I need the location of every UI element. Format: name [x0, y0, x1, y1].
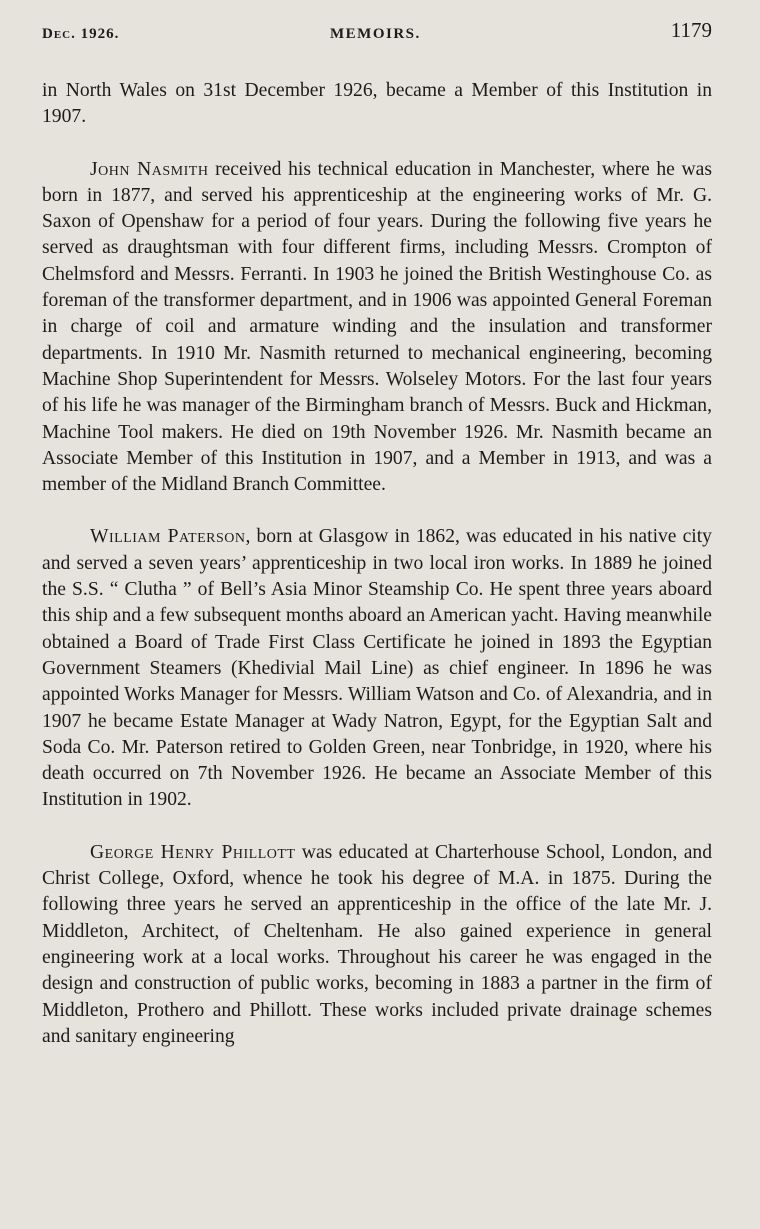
paragraph-text: was educated at Charterhouse School, London, and Christ College, Oxford, whence he took his degree of M.A. in 1875. During the following three years he served an apprenticeship in the office of the late Mr. J. Middleton, Architect, of Cheltenham. He also gained experience in general engineering work at a local works. Throughout his career he was engaged in the design and construction of public works, becoming in 1883 a partner in the firm of Middleton, Prothero and Phillott. These works included private drainage schemes and sanitary engineering	[42, 841, 712, 1047]
page-number: 1179	[670, 18, 712, 42]
paragraph-text: received his technical education in Manchester, where he was born in 1877, and served his apprenticeship at the engineering works of Mr. G. Saxon of Openshaw for a period of four years. During the following five years he served as draughtsman with four different firms, including Messrs. Crompton of Chelmsford and Messrs. Ferranti. In 1903 he joined the British Westinghouse Co. as foreman of the transformer department, and in 1906 was appointed General Foreman in charge of coil and armature winding and the insulation and transformer departments. In 1910 Mr. Nasmith returned to mechanical engineering, becoming Machine Shop Superintendent for Messrs. Wolseley Motors. For the last four years of his life he was manager of the Birmingham branch of Messrs. Buck and Hickman, Machine Tool makers. He died on 19th November 1926. Mr. Nasmith became an Associate Member of this Institution in 1907, and a Member in 1913, and was a member of the Midland Branch Committee.	[42, 158, 712, 496]
header-section-title: MEMOIRS.	[330, 26, 421, 42]
paragraph-text: , born at Glasgow in 1862, was educated in his native city and served a seven years’ apprenticeship in two local iron works. In 1889 he joined the S.S. “ Clutha ” of Bell’s Asia Minor Steamship Co. He spent three years aboard this ship and a few subsequent months aboard an American yacht. Having meanwhile obtained a Board of Trade First Class Certificate he joined in 1893 the Egyptian Government Steamers (Khedivial Mail Line) as chief engineer. In 1896 he was appointed Works Manager for Messrs. William Watson and Co. of Alexandria, and in 1907 he became Estate Manager at Wady Natron, Egypt, for the Egyptian Salt and Soda Co. Mr. Paterson retired to Golden Green, near Tonbridge, in 1920, where his death occurred on 7th November 1926. He became an Associate Member of this Institution in 1902.	[42, 526, 712, 811]
running-header	[42, 18, 712, 54]
entry-name: John Nasmith	[90, 158, 209, 180]
paragraph-text: in North Wales on 31st December 1926, became a Member of this Institution in 1907.	[42, 80, 712, 128]
paragraph-continuation	[42, 78, 712, 131]
header-date: Dec. 1926.	[42, 26, 120, 42]
memoir-body	[42, 78, 712, 1050]
memoir-entry-william-paterson	[42, 524, 712, 813]
entry-name: George Henry Phillott	[90, 841, 296, 863]
entry-name: William Paterson	[90, 526, 246, 548]
memoir-entry-john-nasmith	[42, 157, 712, 499]
memoir-entry-george-henry-phillott	[42, 840, 712, 1050]
